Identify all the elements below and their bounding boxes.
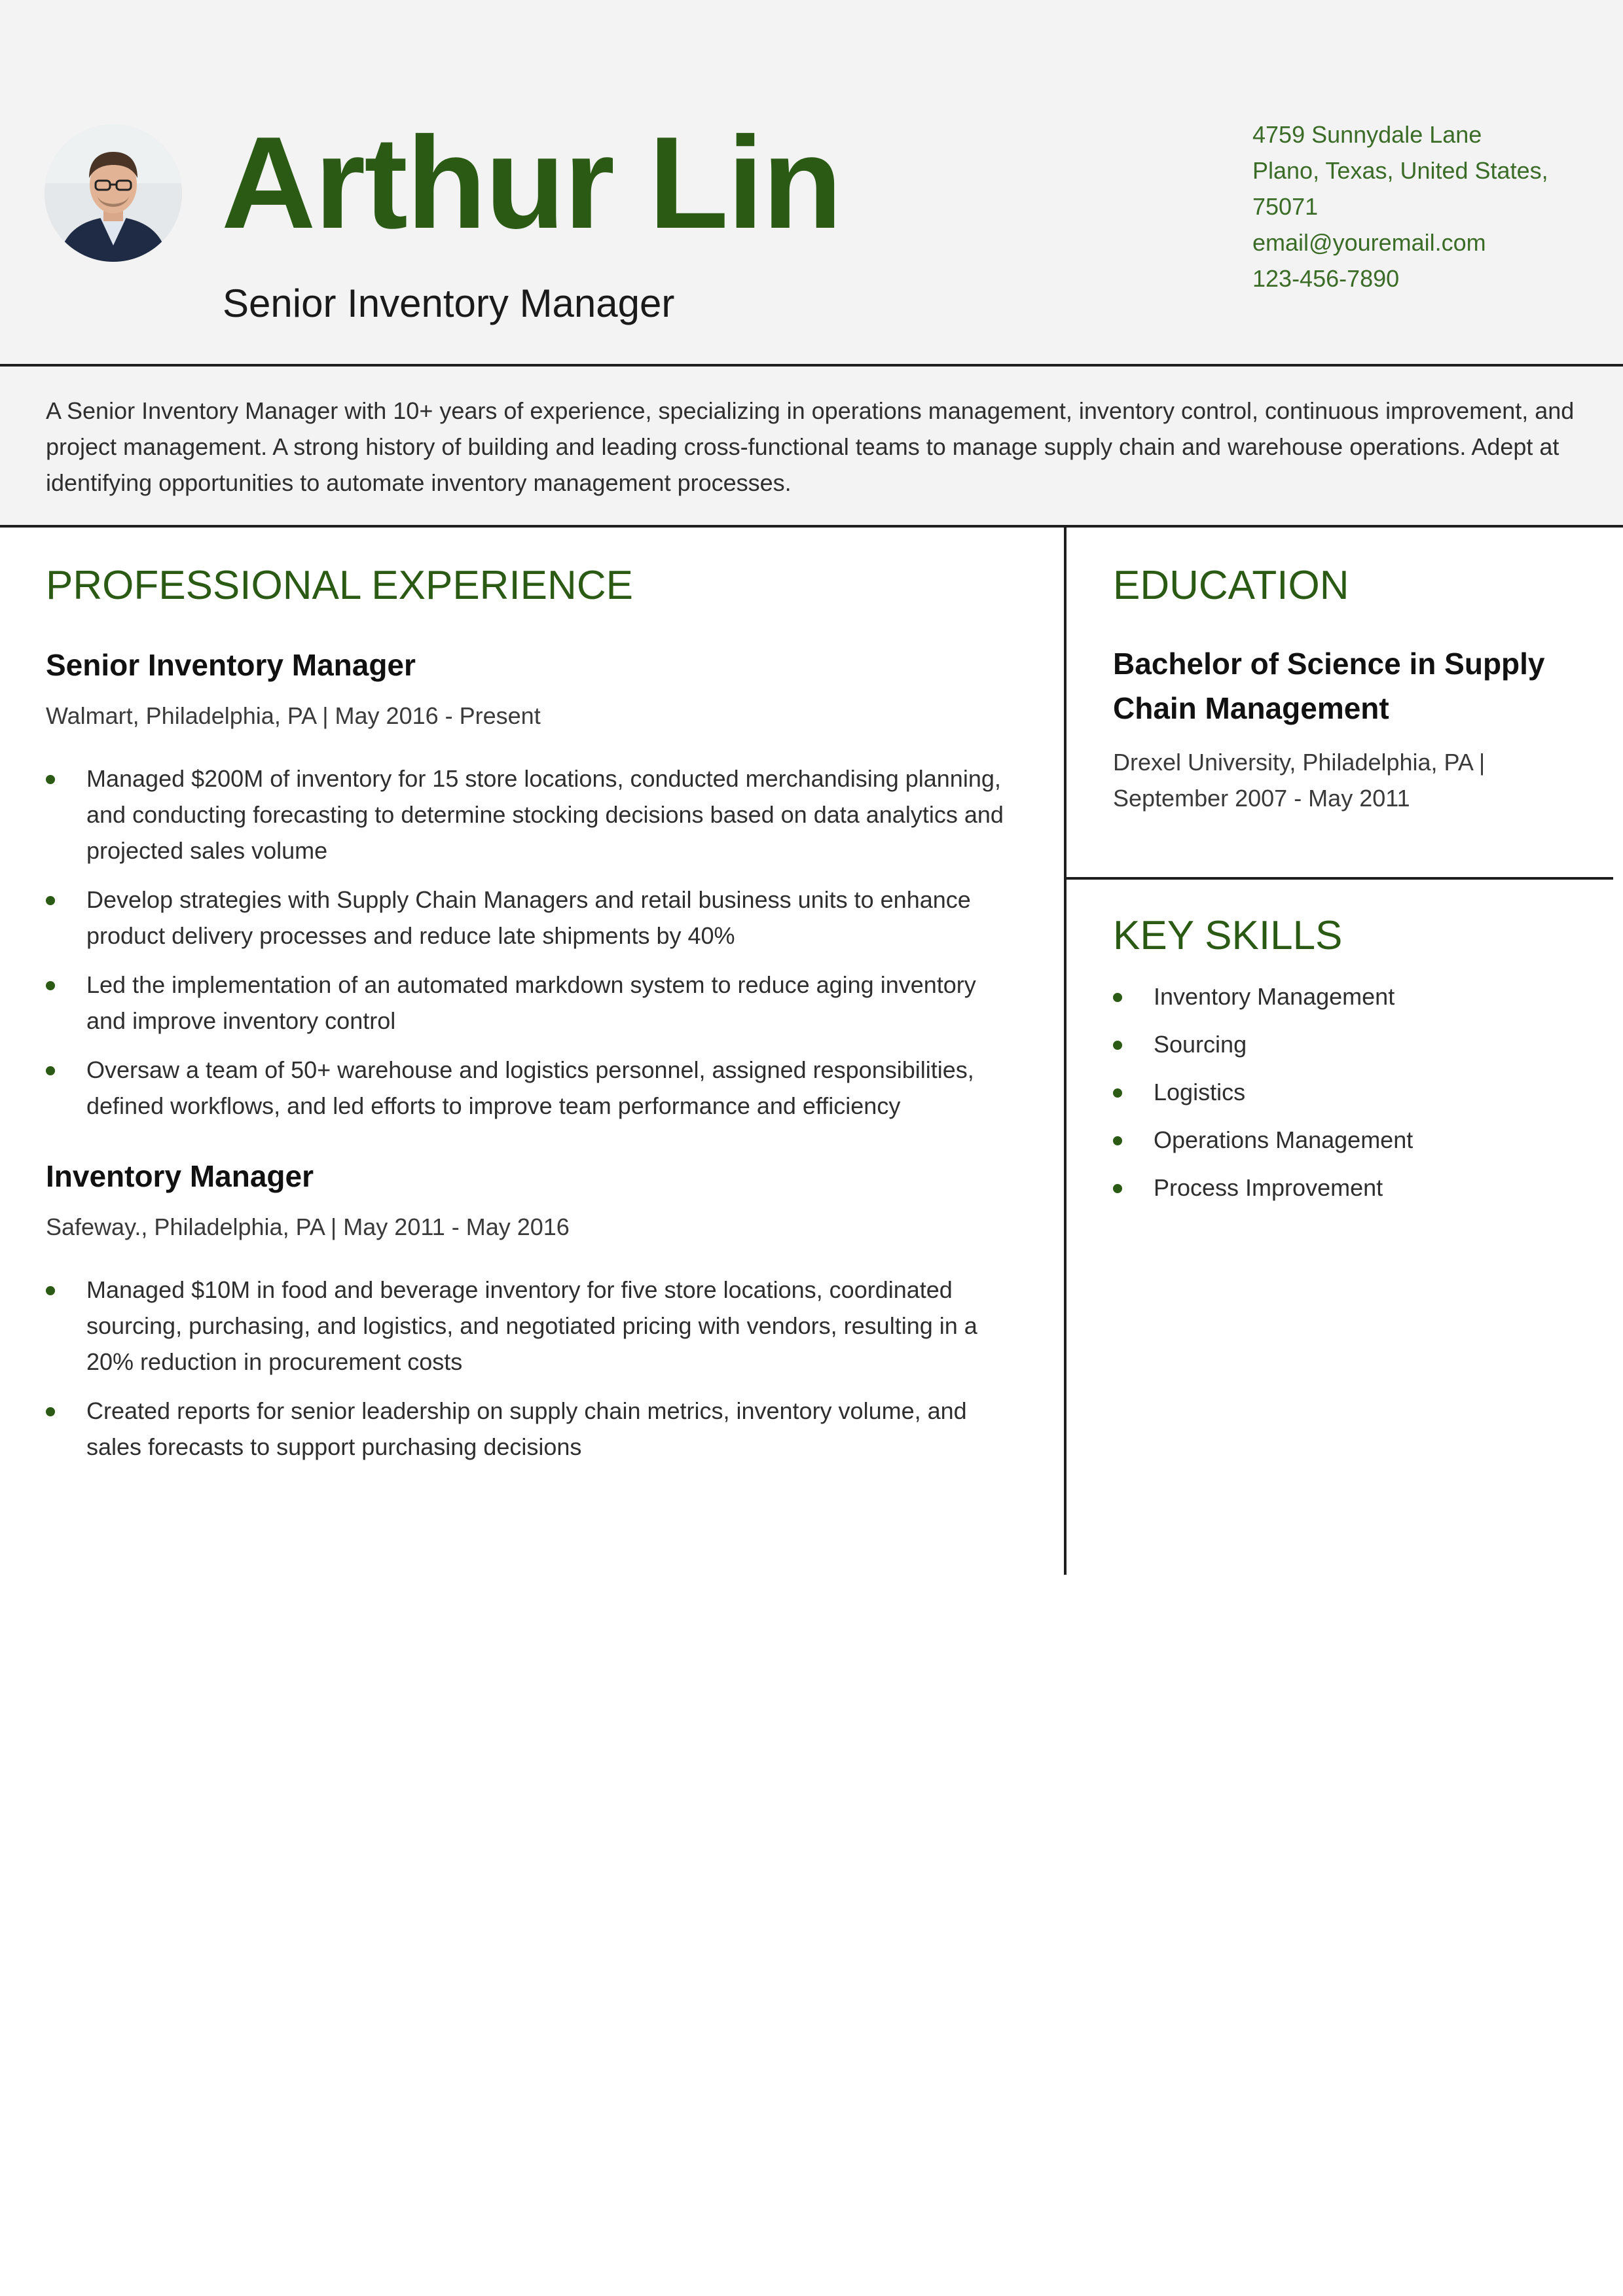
bullet-dot-icon [1113, 1184, 1122, 1193]
bullet-dot-icon [1113, 993, 1122, 1002]
job-title: Senior Inventory Manager [46, 648, 416, 682]
bullet-dot-icon [46, 1286, 55, 1295]
bullet-dot-icon [46, 775, 55, 784]
bullet-dot-icon [1113, 1088, 1122, 1098]
list-item: Sourcing [1113, 1026, 1571, 1062]
phone-number: 123-456-7890 [1252, 265, 1400, 292]
list-item: Led the implementation of an automated markdown system to reduce aging inventory and improve inventory control [46, 967, 1015, 1039]
bullet-dot-icon [46, 981, 55, 990]
bullet-dot-icon [46, 1066, 55, 1075]
list-item: Managed $200M of inventory for 15 store locations, conducted merchandising planning, and conducting forecasting to determine stocking decisions based on data analytics and projected sales volume [46, 761, 1015, 869]
profile-photo [45, 124, 182, 262]
bullet-dot-icon [1113, 1136, 1122, 1145]
list-item: Logistics [1113, 1074, 1571, 1110]
sidebar-divider [1067, 877, 1613, 880]
candidate-name: Arthur Lin [221, 110, 841, 256]
list-item: Develop strategies with Supply Chain Managers and retail business units to enhance product delivery processes and reduce late shipments by 40% [46, 882, 1015, 954]
summary-text: A Senior Inventory Manager with 10+ years of experience, specializing in operations management, inventory control, continuous improvement, and project management. A strong history of building and leading cross-functional teams to manage supply chain and warehouse operations. Adept at identifying opportunities to automate inventory management processes. [46, 397, 1575, 496]
skills-list [1113, 978, 1571, 1217]
candidate-title: Senior Inventory Manager [223, 281, 675, 325]
address-line: 4759 Sunnydale Lane [1252, 121, 1482, 148]
list-item: Process Improvement [1113, 1170, 1571, 1206]
job-bullets [46, 761, 1015, 1137]
list-item: Inventory Management [1113, 978, 1571, 1014]
contact-block [1252, 117, 1580, 296]
address-line: Plano, Texas, United States, [1252, 157, 1548, 184]
experience-heading: PROFESSIONAL EXPERIENCE [46, 563, 633, 608]
resume-header [0, 0, 1623, 367]
address-line: 75071 [1252, 193, 1319, 220]
list-item: Managed $10M in food and beverage inventory for five store locations, coordinated sourcing, purchasing, and logistics, and negotiated pricing with vendors, resulting in a 20% reduction in procurement costs [46, 1272, 1015, 1380]
education-meta: Drexel University, Philadelphia, PA | September 2007 - May 2011 [1113, 749, 1486, 812]
bullet-dot-icon [46, 896, 55, 905]
education-heading: EDUCATION [1113, 563, 1349, 608]
bullet-dot-icon [46, 1407, 55, 1416]
job-meta: Safeway., Philadelphia, PA | May 2011 - May 2016 [46, 1213, 570, 1240]
summary-section [0, 367, 1623, 528]
list-item: Created reports for senior leadership on supply chain metrics, inventory volume, and sales forecasts to support purchasing decisions [46, 1393, 1015, 1465]
degree-title: Bachelor of Science in Supply Chain Management [1113, 647, 1545, 725]
column-divider [1064, 528, 1067, 1575]
bullet-dot-icon [1113, 1041, 1122, 1050]
email-link[interactable]: email@youremail.com [1252, 229, 1486, 256]
list-item: Oversaw a team of 50+ warehouse and logistics personnel, assigned responsibilities, defined workflows, and led efforts to improve team performance and efficiency [46, 1052, 1015, 1124]
job-bullets [46, 1272, 1015, 1478]
list-item: Operations Management [1113, 1122, 1571, 1158]
job-meta: Walmart, Philadelphia, PA | May 2016 - Present [46, 702, 541, 729]
job-title: Inventory Manager [46, 1159, 314, 1193]
person-portrait-icon [45, 124, 182, 262]
skills-heading: KEY SKILLS [1113, 913, 1343, 958]
